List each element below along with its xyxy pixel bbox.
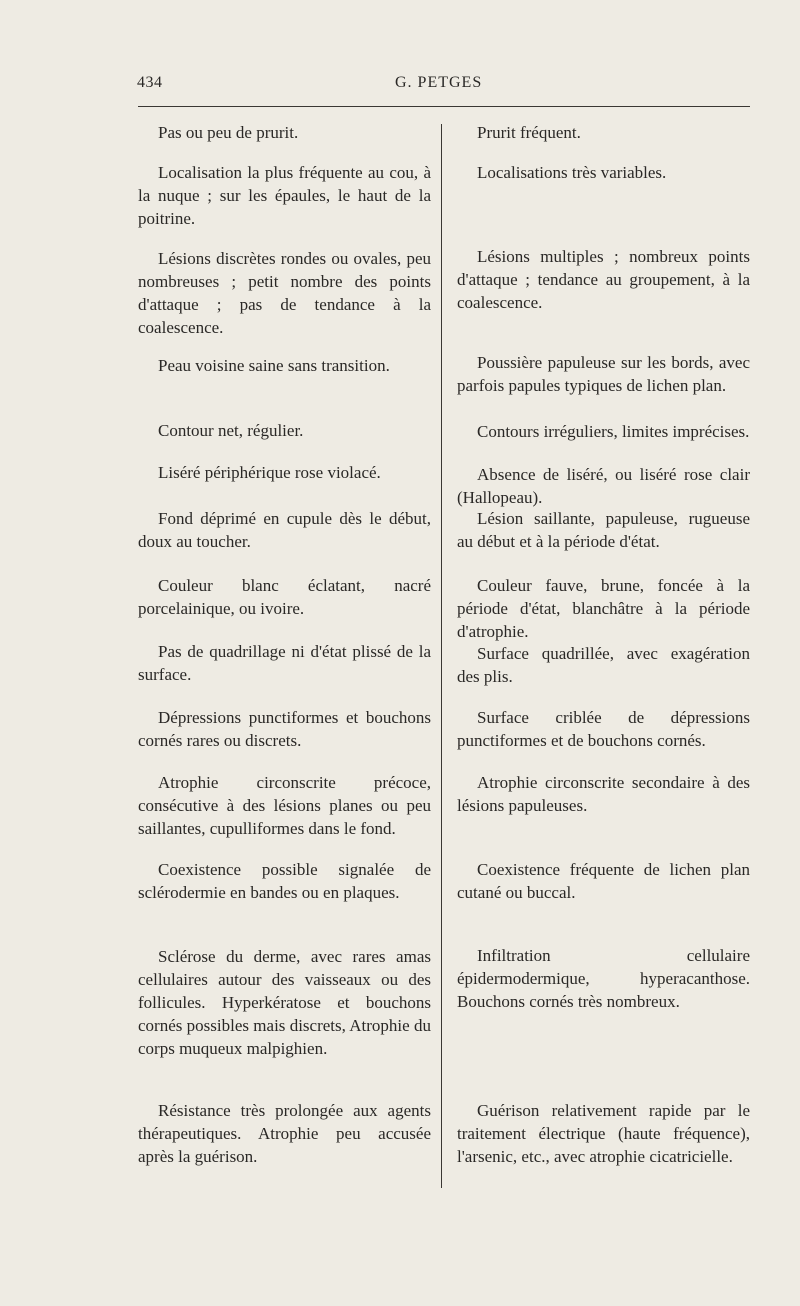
left-entry-colour: Couleur blanc éclatant, nacré porcelainique, ou ivoire. <box>138 576 431 618</box>
right-entry-pruritus: Prurit fréquent. <box>477 123 581 142</box>
left-entry-coexistence: Coexistence possible signalée de sclérodermie en bandes ou en plaques. <box>138 860 431 902</box>
right-entry-colour: Couleur fauve, brune, foncée à la période d'état, blanchâtre à la période d'atrophie. <box>457 576 750 641</box>
left-entry-border: Liséré périphérique rose violacé. <box>158 463 381 482</box>
left-entry-localisation: Localisation la plus fréquente au cou, à la nuque ; sur les épaules, le haut de la poitrine. <box>138 163 431 228</box>
right-entry-treatment: Guérison relativement rapide par le traitement électrique (haute fréquence), l'arsenic, etc., avec atrophie cicatricielle. <box>457 1101 750 1166</box>
right-entry-depressions: Surface criblée de dépressions punctiformes et de bouchons cornés. <box>457 708 750 750</box>
page-header <box>137 74 749 98</box>
left-entry-lesions: Lésions discrètes rondes ou ovales, peu nombreuses ; petit nombre des points d'attaque ; pas de tendance à la coalescence. <box>138 249 431 337</box>
page-number: 434 <box>137 74 163 91</box>
right-entry-surface: Surface quadrillée, avec exagération des plis. <box>457 644 750 686</box>
left-entry-surface: Pas de quadrillage ni d'état plissé de la surface. <box>138 642 431 684</box>
right-entry-border: Absence de liséré, ou liséré rose clair (Hallopeau). <box>457 465 750 507</box>
left-entry-atrophy: Atrophie circonscrite précoce, consécutive à des lésions planes ou peu saillantes, cupulliformes dans le fond. <box>138 773 431 838</box>
right-entry-contours: Contours irréguliers, limites imprécises. <box>477 422 750 441</box>
left-entry-histology: Sclérose du derme, avec rares amas cellulaires autour des vaisseaux ou des follicules. Hyperkératose et bouchons cornés possibles mais discrets, Atrophie du corps muqueux malpighien. <box>138 947 431 1058</box>
right-entry-atrophy: Atrophie circonscrite secondaire à des lésions papuleuses. <box>457 773 750 815</box>
right-entry-localisation: Localisations très variables. <box>477 163 667 182</box>
left-entry-treatment: Résistance très prolongée aux agents thérapeutiques. Atrophie peu accusée après la guérison. <box>138 1101 431 1166</box>
right-entry-papular-dust: Poussière papuleuse sur les bords, avec parfois papules typiques de lichen plan. <box>457 353 750 395</box>
left-entry-pruritus: Pas ou peu de prurit. <box>158 123 299 142</box>
left-entry-base: Fond déprimé en cupule dès le début, doux au toucher. <box>138 509 431 551</box>
right-entry-lesions: Lésions multiples ; nombreux points d'attaque ; tendance au groupement, à la coalescence. <box>457 247 750 312</box>
left-entry-depressions: Dépressions punctiformes et bouchons cornés rares ou discrets. <box>138 708 431 750</box>
column-divider <box>441 124 442 1188</box>
right-entry-histology: Infiltration cellulaire épidermodermique, hyperacanthose. Bouchons cornés très nombreux. <box>457 946 750 1011</box>
running-title: G. PETGES <box>395 74 483 91</box>
right-entry-coexistence: Coexistence fréquente de lichen plan cutané ou buccal. <box>457 860 750 902</box>
right-entry-lesion-raised: Lésion saillante, papuleuse, rugueuse au début et à la période d'état. <box>457 509 750 551</box>
left-entry-contour: Contour net, régulier. <box>158 421 304 440</box>
left-entry-skin: Peau voisine saine sans transition. <box>158 356 390 375</box>
header-rule <box>138 106 750 107</box>
